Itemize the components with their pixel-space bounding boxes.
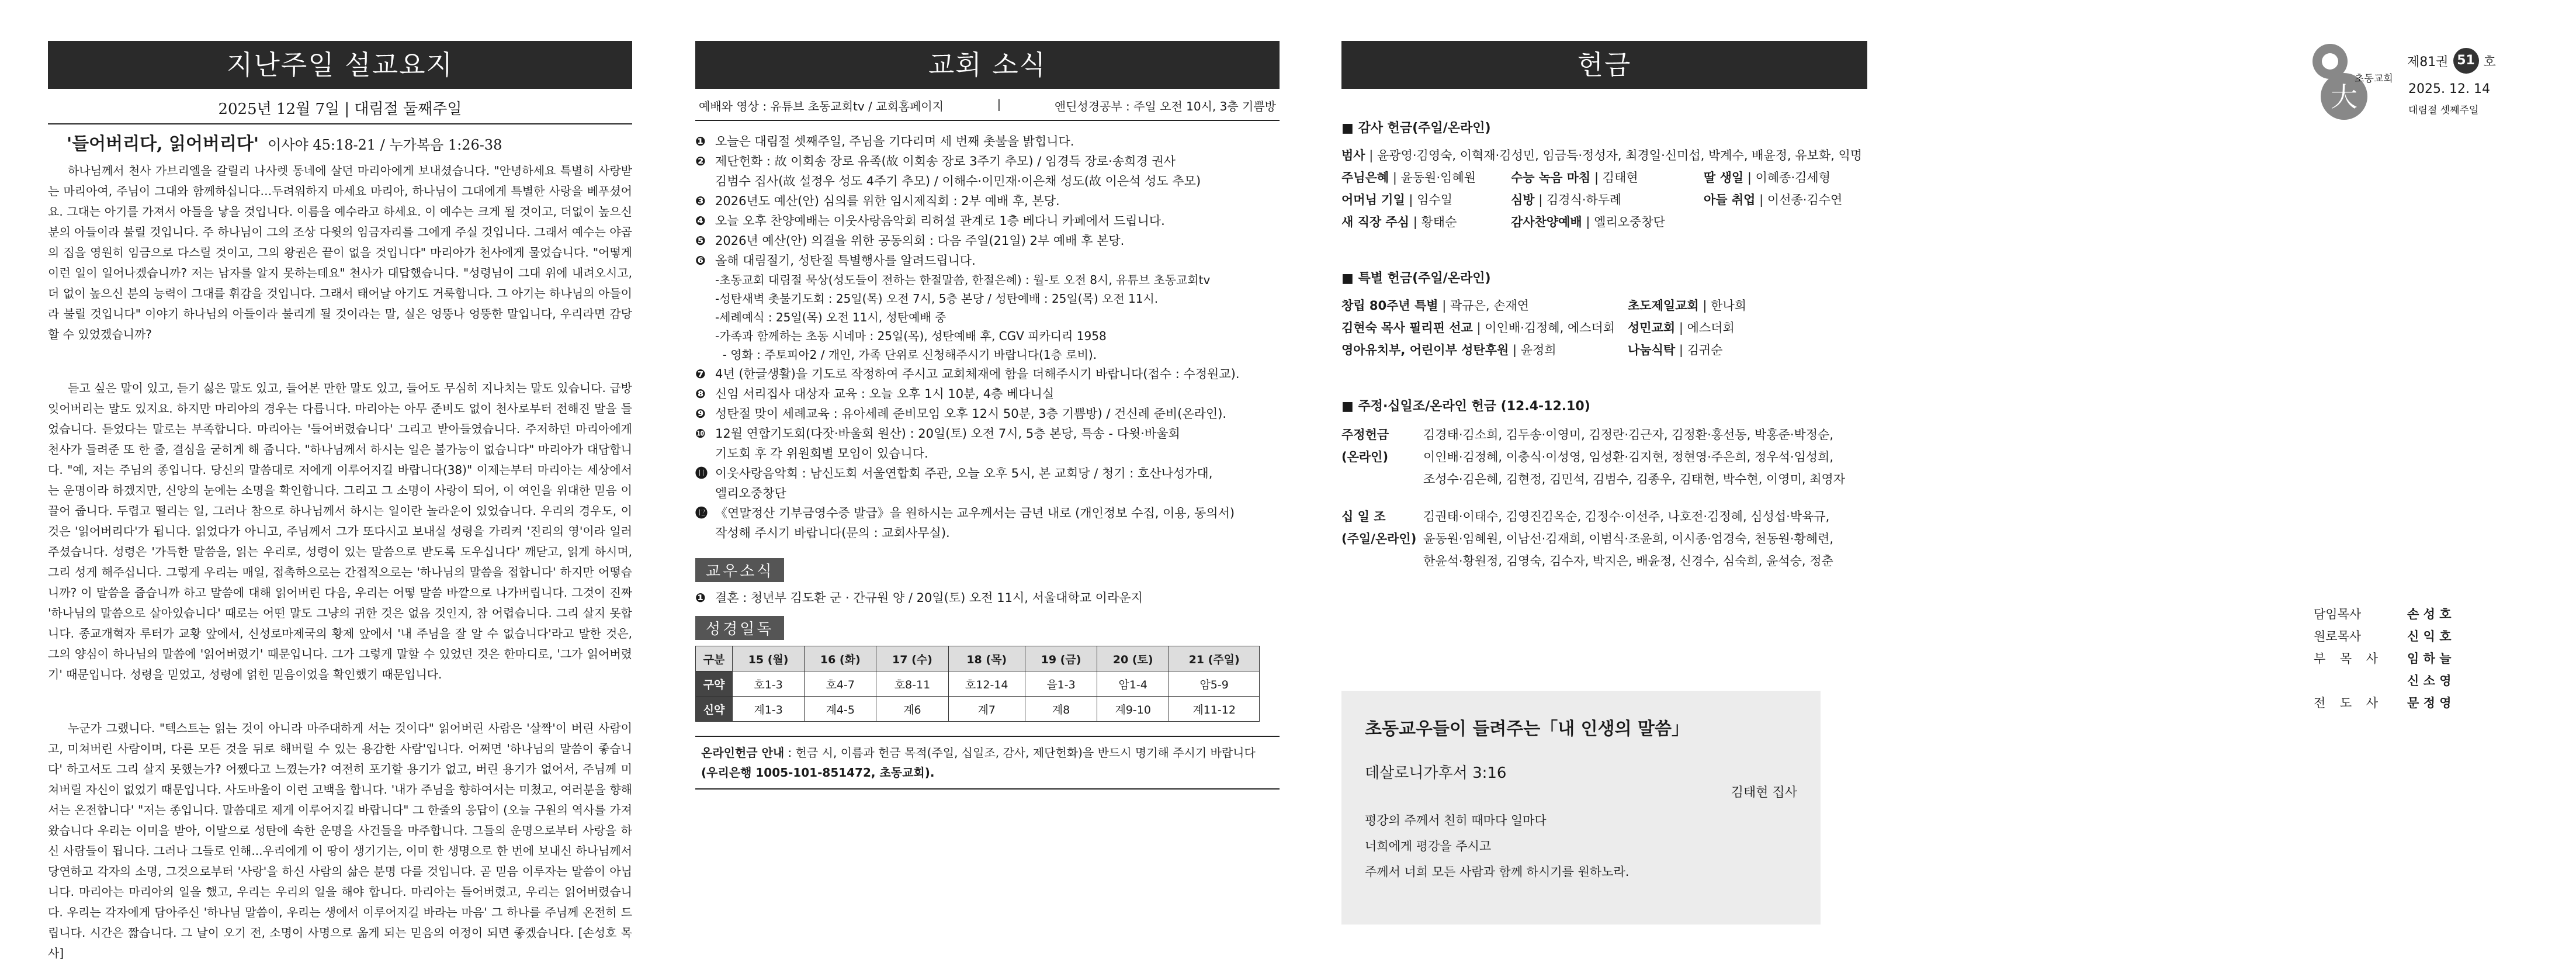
table-cell: 을1-3 [1025,671,1097,697]
table-header-cell: 17 (수) [876,646,948,671]
online-offering-label: 온라인헌금 안내 [701,746,785,760]
staff-row: 전 도 사 문 정 영 [2314,696,2452,710]
thanks-offering-title: ■ 감사 헌금(주일/온라인) [1341,121,1491,136]
table-cell: 암5-9 [1169,671,1260,697]
life-word-reference: 데살로니가후서 3:16 [1365,764,1507,782]
advent-sub-item: -성탄새벽 촛불기도회 : 25일(목) 오전 7시, 5층 본당 / 성탄예배 : 25일(목) 오전 11시. [715,292,1159,306]
staff-row: 신 소 영 [2407,674,2452,688]
sermon-paragraph-3: 누군가 그랬니다. "텍스트는 읽는 것이 아니라 마주대하게 서는 것이다" 읽어버린 사람은 '살짝'이 버린 사람이고, 미쳐버린 사람이며, 다른 모든 것을 뒤로 해버릴 수 있는 용감한 사람'입니다. 어쩌면 '하나님의 말씀이 좋습니다' 하고서도 그리 살지 못했는가? 어쨌다고 느꼈는가? 여전히 포기할 용기가 없고, 버린 용기가 없어서, 주님께 미쳐버릴 자신이 없었기 때문입니다. 사도바울이 이런 고백을 합니다. '내가 주님을 향하여서는 미쳤고, 여러분을 향해서는 온전합니다' "저는 종입니다. 말씀대로 제게 이루어지길 바랍니다" 그 한줄의 응답이 (오늘 구원의 역사를 가져왔습니다 우리는 이미을 받아, 이말으로 성탄에 속한 운명을 사건들을 마주합니다. 그들의 운명으로부터 사랑을 하신 사람들이 됩니다. 그러나 그들로 인해...우리에게 이 땅이 생기기는, 이미 한 생명으로 한 번에 보내신 하나님께서 당연하고 각자의 소명, 그것으로부터 '사랑'을 하신 사람의 삶은 분명 다를 것입니다. 곧 믿음 이루자는 말씀이 아닙니다. 마리아는 마리아의 일을 했고, 우리는 우리의 일을 해야 합니다. 마리아는 들어버렸고, 우리는 읽어버렸습니다. 우리는 각자에게 담아주신 '하나님 말씀이, 우리는 생에서 이루어지길 바라는 마음' 그 하나를 주님께 온전히 드립니다. 시간은 짧습니다. 그 날이 오기 전, 소명이 사명으로 옮게 되는 믿음의 여정이 되면 좋겠습니다. [손성호 목사] [48,721,632,960]
life-word-verse: 평강의 주께서 친히 때마다 일마다 너희에게 평강을 주시고 주께서 너희 모든 사람과 함께 하시기를 원하노라. [1365,813,1629,879]
table-header-cell: 15 (월) [733,646,805,671]
list-item: 기도회 후 각 위원회별 모임이 있습니다. [715,446,928,461]
offering-line: 김현숙 목사 필리핀 선교 | 이인배·김정혜, 에스더회 성민교회 | 에스더회 [1341,321,1735,335]
list-item: 김범수 집사(故 설정우 성도 4주기 추모) / 이해수·이민재·이은채 성도(故 이은석 성도 추모) [715,174,1201,188]
church-name: 초동교회 [2355,73,2393,85]
table-cell: 호1-3 [733,671,805,697]
bulletin-week: 대림절 셋째주일 [2408,105,2479,116]
reading-heading: 성경일독 [695,616,784,640]
staff-list [2314,603,2451,714]
staff-row: 원로목사 신 익 호 [2314,629,2452,643]
tithe-row: 십 일 조 (주일/온라인) 김권태·이태수, 김영진김옥순, 김정수·이선주, 나호전·김정혜, 심성섭·박육규, 윤동원·임혜원, 이남선·김재희, 이범식·조윤희, 이시종·엄경숙, 천동원·황혜련, 한윤석·황원정, 김영숙, 김수자, 박지은, 배윤정, 신경수, 심숙희, 윤석승, 정춘 [1341,510,1834,568]
news-info-divider: | [997,97,1001,111]
tithe-offering [1341,396,1867,572]
table-header-cell: 18 (목) [948,646,1025,671]
news-list [695,131,1280,543]
advent-sub-item: -세례예식 : 25일(목) 오전 11시, 성탄예배 중 [715,310,947,324]
offering-line: 어머님 기일 | 임수일 심방 | 김경식·하두례 아들 취업 | 이선종·김수연 [1341,193,1843,207]
offering-line: 주님은혜 | 윤동원·임혜원 수능 녹음 마침 | 김태현 딸 생일 | 이혜종·김세형 [1341,171,1831,185]
news-info-bar [695,97,1280,121]
table-cell: 신약 [696,697,733,722]
sermon-passage: 이사야 45:18-21 / 누가복음 1:26-38 [268,137,502,153]
online-offering-text: : 헌금 시, 이름과 헌금 목적(주일, 십일조, 감사, 제단헌화)을 반드시 명기해 주시기 바랍니다 [784,746,1256,760]
table-cell: 호12-14 [948,671,1025,697]
list-item: ❼ 4년 (한글생활)을 기도로 작정하여 주시고 교회체재에 함을 더해주시기 바랍니다(접수 : 수정원교). [695,367,1240,381]
svg-text:大: 大 [2331,81,2357,113]
table-cell: 계7 [948,697,1025,722]
table-header-row [696,646,1260,671]
table-row [696,671,1260,697]
tithe-row: 주정헌금 (온라인) 김경태·김소희, 김두송·이영미, 김정란·김근자, 김정환·홍선동, 박홍준·박정순, 이인배·김정혜, 이충식·이성영, 임성환·김지현, 정현영·주은희, 정우석·임성희, 조성수·김은혜, 김현정, 김민석, 김범수, 김종우, 김태현, 박수현, 이영미, 최영자 [1341,428,1846,486]
table-header-cell: 16 (화) [805,646,876,671]
sermon-date-line: 2025년 12월 7일 | 대림절 둘째주일 [218,101,462,118]
news-info-right: 앤딘성경공부 : 주일 오전 10시, 3층 기쁨방 [1054,99,1276,113]
table-header-cell: 20 (토) [1097,646,1169,671]
staff-row: 담임목사 손 성 호 [2314,607,2452,621]
table-cell: 계11-12 [1169,697,1260,722]
list-item: ⓬ 《연말정산 기부금영수증 발급》을 원하시는 교우께서는 금년 내로 (개인정보 수집, 이용, 동의서) [695,506,1235,520]
list-item: ❸ 2026년도 예산(안) 심의를 위한 임시제직회 : 2부 예배 후, 본당. [695,194,1060,208]
volume: 제81권 [2407,54,2449,70]
church-news-column [695,41,1280,790]
offering-header: 헌금 [1341,41,1867,89]
reading-table [695,646,1260,722]
list-item: ❽ 신임 서리집사 대상자 교육 : 오늘 오후 1시 10분, 4층 베다니실 [695,387,1055,401]
sermon-title: '들어버리다, 읽어버리다' [67,134,259,154]
sermon-paragraph-2: 듣고 싶은 말이 있고, 듣기 싫은 말도 있고, 들어본 만한 말도 있고, 들어도 무심히 지나치는 말도 있습니다. 급방 잊어버리는 말도 있지요. 하지만 마리아의 경우는 다릅니다. 마리아는 아무 준비도 없이 천사로부터 전해진 말을 들었습니다. 듣었다는 말로는 부족합니다. 마리아는 '들어버렸습니다' 그리고 받아들였습니다. 주저하던 마리아에게 천사가 들려준 또 한 줄, 결심을 굳히게 해 줍니다. "하나님께서 하시는 일은 불가능이 없습니다" 마리아가 대답합니다. "예, 저는 주님의 종입니다. 당신의 말씀대로 저에게 이루어지길 바랍니다(38)" 이제는부터 마리아는 세상에서는 운명이라 하겠지만, 신앙의 눈에는 소명을 확인합니다. 그리고 그 소명이 사랑이 되어, 이 여인을 위대한 믿음 이끌어 줍니다. 두렵고 떨리는 일, 그러나 참으로 하나님께서 하시는 일이란 놀라운이 있었습니다. 우리의 경우도, 이것은 '읽어버리다'가 됩니다. 읽었다가 아니고, 주님께서 그가 또다시고 보내실 성령을 가리켜 '진리의 영'이라 일러주셨습니다. 성령은 '가득한 말씀을, 읽는 우리로, 성령이 있는 말씀으로 받도록 도우십니다' 깨닫고, 읽게 하시며, 그리 성게 해주십니다. 그렇게 우리는 매일, 접촉하으로는 간접적으로는 '하나님의 말씀을 접합니다' 하지만 어떻습니까? 이 말씀을 줍습니까 하고 말씀에 대해 읽어버린 다음, 우리는 어떻 말씀 바깥으로 나가버립니다. 그것이 진짜 '하나님의 말씀으로 살아있습니다' 때로는 어떤 말도 그냥의 귀한 것은 없음 것인지, 참 어렵습니다. 그리 살지 못합니다. 종교개혁자 루터가 교황 앞에서, 신성로마제국의 황제 앞에서 '내 주님을 잘 알 수 없습니다'라고 말한 것은, 그의 양심이 하나님의 말씀에 '읽어버렸기' 때문입니다. 그가 그렇게 말할 수 있었던 것은 한마디로, '그가 읽어버렸기' 때문입니다. 성령을 믿었고, 성령에 얽힌 믿음이었을 확인했기 때문입니다. [48,381,632,681]
table-cell: 구약 [696,671,733,697]
list-item: 작성해 주시기 바랍니다(문의 : 교회사무실). [715,526,950,540]
news-info-left: 예배와 영상 : 유튜브 초동교회tv / 교회홈페이지 [699,99,944,113]
advent-sub-item: - 영화 : 주토피아2 / 개인, 가족 단위로 신청해주시기 바랍니다(1층 로비). [715,348,1097,362]
table-header-cell: 19 (금) [1025,646,1097,671]
life-word-author: 김태현 집사 [1731,785,1797,800]
offering-line: 영아유치부, 어린이부 성탄후원 | 윤정희 나눔식탁 | 김귀순 [1341,343,1723,357]
thanks-offering [1341,118,1867,233]
list-item: ❶ 결혼 : 청년부 김도환 군 · 간규원 양 / 20일(토) 오전 11시, 서울대학교 이라운지 [695,591,1143,605]
advent-sub-item: -가족과 함께하는 초동 시네마 : 25일(목), 성탄예배 후, CGV 피카디리 1958 [715,329,1107,343]
list-item: ❶ 오늘은 대림절 셋째주일, 주님을 기다리며 세 번째 촛불을 밝힙니다. [695,134,1074,148]
offering-line: 범사 | 윤광영·김영숙, 이혁재·김성민, 임금득·정성자, 최경일·신미섭, 박계수, 배윤정, 유보화, 익명 [1341,148,1863,162]
list-item: ❷ 제단헌화 : 故 이회송 장로 유족(故 이회송 장로 3주기 추모) / 임경득 장로·송희경 권사 [695,154,1176,168]
table-cell: 계9-10 [1097,697,1169,722]
sermon-header: 지난주일 설교요지 [48,41,632,89]
sermon-paragraph-1: 하나님께서 천사 가브리엘을 갈릴리 나사렛 동네에 살던 마리아에게 보내셨습니다. "안녕하세요 특별히 사랑받는 마리아여, 주님이 그대와 함께하십니다…두려워하지 마세요 마리아, 하나님이 그대에게 특별한 사랑을 베푸셨어요. 그대는 아기를 가져서 아들을 낳을 것입니다. 이름을 예수라고 하세요. 이 예수는 크게 될 것이고, 더없이 높으신 분의 아들이라 불릴 것입니다. 주 하나님이 그의 조상 다윗의 임금자리를 그에게 주실 것입니다. 그래서 예수는 야곱의 집을 영원히 임금으로 다스릴 것이고, 그의 왕권은 끝이 없을 것입니다" 마리아가 천사에게 물었습니다. "어떻게 이런 일이 일어나겠습니까? 저는 남자를 알지 못하는데요" 천사가 대답했습니다. "성령님이 그대 위에 내려오시고, 더 없이 높으신 분의 능력이 그대를 휘감을 것입니다. 그래서 태어날 아기도 거룩합니다. 그 아기는 하나님의 아들이라 불릴 것입니다" 이야기 하나님의 아들이라 불리게 될 것이라는 말, 실은 엉뚱나 엉뚱한 말입니다, 우리라면 감당할 수 있었겠습니까? [48,164,632,341]
table-cell: 계4-5 [805,697,876,722]
table-cell: 계1-3 [733,697,805,722]
table-row [696,697,1260,722]
issue-number: 51 [2453,48,2479,74]
advent-sub-item: -초동교회 대림절 묵상(성도들이 전하는 한절말씀, 한절은혜) : 월-토 오전 8시, 유튜브 초동교회tv [715,273,1211,287]
issue-line [2407,48,2496,74]
table-cell: 암1-4 [1097,671,1169,697]
sermon-title-line [48,129,632,155]
table-cell: 호8-11 [876,671,948,697]
online-offering-bank: (우리은행 1005-101-851472, 초동교회). [701,766,935,780]
table-cell: 계8 [1025,697,1097,722]
list-item: ❻ 올해 대림절기, 성탄절 특별행사를 알려드립니다. [695,254,976,268]
list-item: ❺ 2026년 예산(안) 의결을 위한 공동의회 : 다음 주일(21일) 2부 예배 후 본당. [695,234,1125,248]
list-item: 엘리오중창단 [715,486,786,500]
news-header: 교회 소식 [695,41,1280,89]
life-word-box [1341,691,1821,925]
offering-line: 창립 80주년 특별 | 곽규은, 손재연 초도제일교회 | 한나희 [1341,299,1747,313]
special-offering [1341,268,1867,361]
list-item: ❹ 오늘 오후 찬양예배는 이웃사랑음악회 리허설 관계로 1층 베다니 카페에서 드립니다. [695,214,1165,228]
bulletin-date: 2025. 12. 14 [2408,82,2490,96]
members-heading: 교우소식 [695,558,784,582]
list-item: ❿ 12월 연합기도회(다잣·바울회 원산) : 20일(토) 오전 7시, 5층 본당, 특송 - 다윗·바울회 [695,427,1180,441]
staff-row: 부 목 사 임 하 늘 [2314,652,2452,666]
list-item: ❾ 성탄절 맞이 세례교육 : 유아세례 준비모임 오후 12시 50분, 3층 기쁨방) / 건신례 준비(온라인). [695,407,1227,421]
tithe-offering-title: ■ 주정·십일조/온라인 헌금 (12.4-12.10) [1341,399,1590,414]
life-word-title: 초동교우들이 들려주는「내 인생의 말씀」 [1365,719,1690,739]
table-cell: 계6 [876,697,948,722]
online-offering-box [695,736,1280,790]
list-item: ⓫ 이웃사랑음악회 : 남신도회 서울연합회 주관, 오늘 오후 5시, 본 교회당 / 청기 : 호산나성가대, [695,466,1213,480]
reading-section [695,616,1280,722]
table-header-cell: 구분 [696,646,733,671]
members-section [695,558,1280,608]
sermon-column [48,41,632,964]
offering-column [1341,41,1867,879]
table-cell: 호4-7 [805,671,876,697]
special-offering-title: ■ 특별 헌금(주일/온라인) [1341,271,1491,286]
table-header-cell: 21 (주일) [1169,646,1260,671]
offering-line: 새 직장 주심 | 황태순 감사찬양예배 | 엘리오중창단 [1341,215,1665,229]
issue-suffix: 호 [2483,54,2496,70]
divider [48,123,632,124]
